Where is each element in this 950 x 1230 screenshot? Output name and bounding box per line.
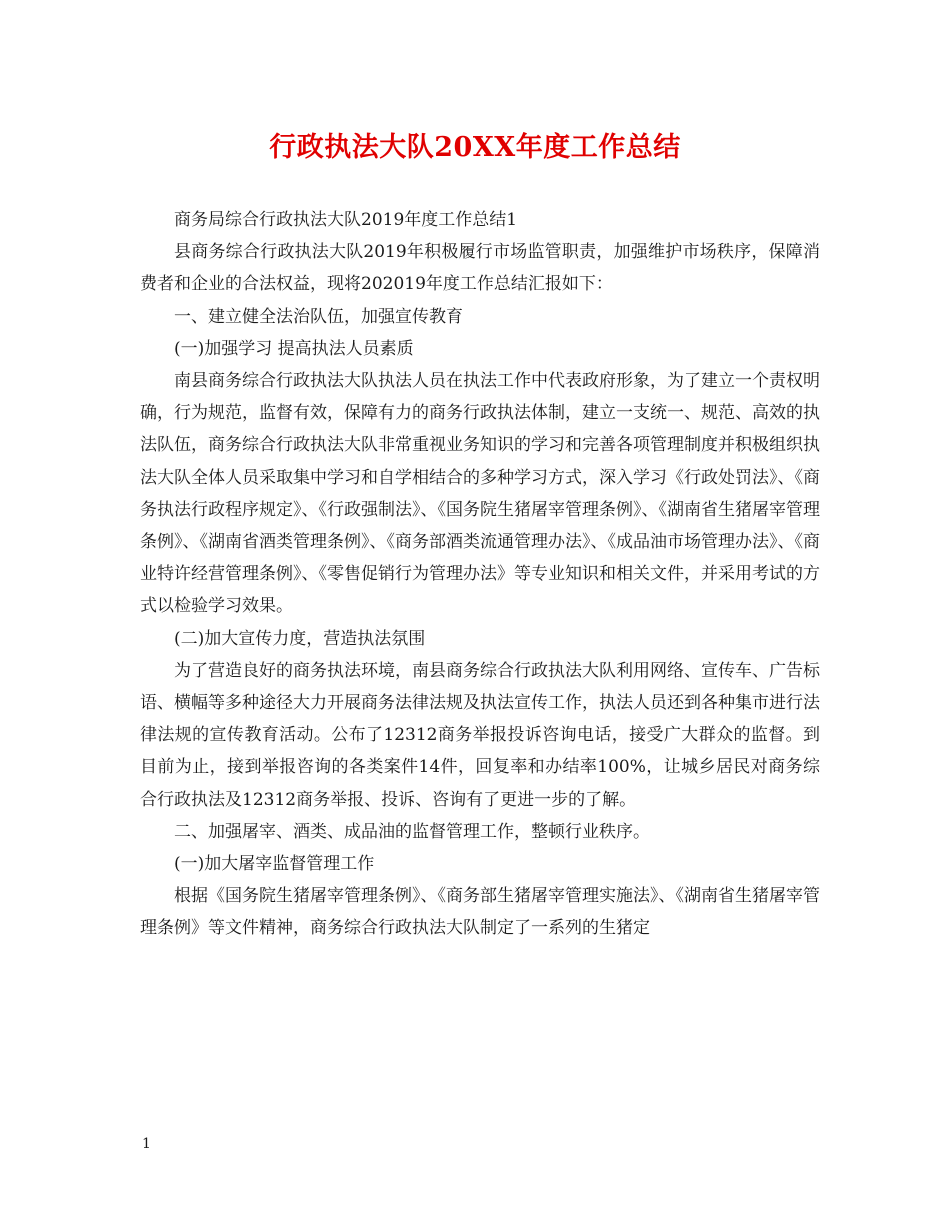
subsection-heading: (二)加大宣传力度，营造执法氛围: [174, 628, 426, 649]
paragraph: 商务局综合行政执法大队2019年度工作总结1: [174, 210, 518, 230]
document-title: 行政执法大队20XX年度工作总结: [269, 132, 681, 163]
section-heading: 二、加强屠宰、酒类、成品油的监督管理工作，整顿行业秩序。: [174, 821, 650, 842]
subsection-heading: (一)加强学习 提高执法人员素质: [174, 338, 414, 359]
document-body: [140, 204, 820, 945]
paragraph: 为了营造良好的商务执法环境，南县商务综合行政执法大队利用网络、宣传车、广告标语、横幅等多种途径大力开展商务法律法规及执法宣传工作，执法人员还到各种集市进行法律法规的宣传教育活动。公布了12312商务举报投诉咨询电话，接受广大群众的监督。到目前为止，接到举报咨询的各类案件14件，回复率和办结率100%，让城乡居民对商务综合行政执法及12312商务举报、投诉、咨询有了更进一步的了解。: [140, 660, 820, 810]
paragraph: 县商务综合行政执法大队2019年积极履行市场监管职责，加强维护市场秩序，保障消费者和企业的合法权益，现将202019年度工作总结汇报如下：: [140, 242, 820, 295]
page-number: 1: [142, 1136, 151, 1152]
paragraph: 南县商务综合行政执法大队执法人员在执法工作中代表政府形象，为了建立一个责权明确，行为规范，监督有效，保障有力的商务行政执法体制，建立一支统一、规范、高效的执法队伍，商务综合行政执法大队非常重视业务知识的学习和完善各项管理制度并积极组织执法大队全体人员采取集中学习和自学相结合的多种学习方式，深入学习《行政处罚法》、《商务执法行政程序规定》、《行政强制法》、《国务院生猪屠宰管理条例》、《湖南省生猪屠宰管理条例》、《湖南省酒类管理条例》、《商务部酒类流通管理办法》、《成品油市场管理办法》、《商业特许经营管理条例》、《零售促销行为管理办法》等专业知识和相关文件，并采用考试的方式以检验学习效果。: [140, 371, 820, 617]
paragraph: 根据《国务院生猪屠宰管理条例》、《商务部生猪屠宰管理实施法》、《湖南省生猪屠宰管理条例》等文件精神，商务综合行政执法大队制定了一系列的生猪定: [140, 886, 820, 939]
subsection-heading: (一)加大屠宰监督管理工作: [174, 854, 375, 875]
section-heading: 一、建立健全法治队伍，加强宣传教育: [174, 306, 463, 327]
